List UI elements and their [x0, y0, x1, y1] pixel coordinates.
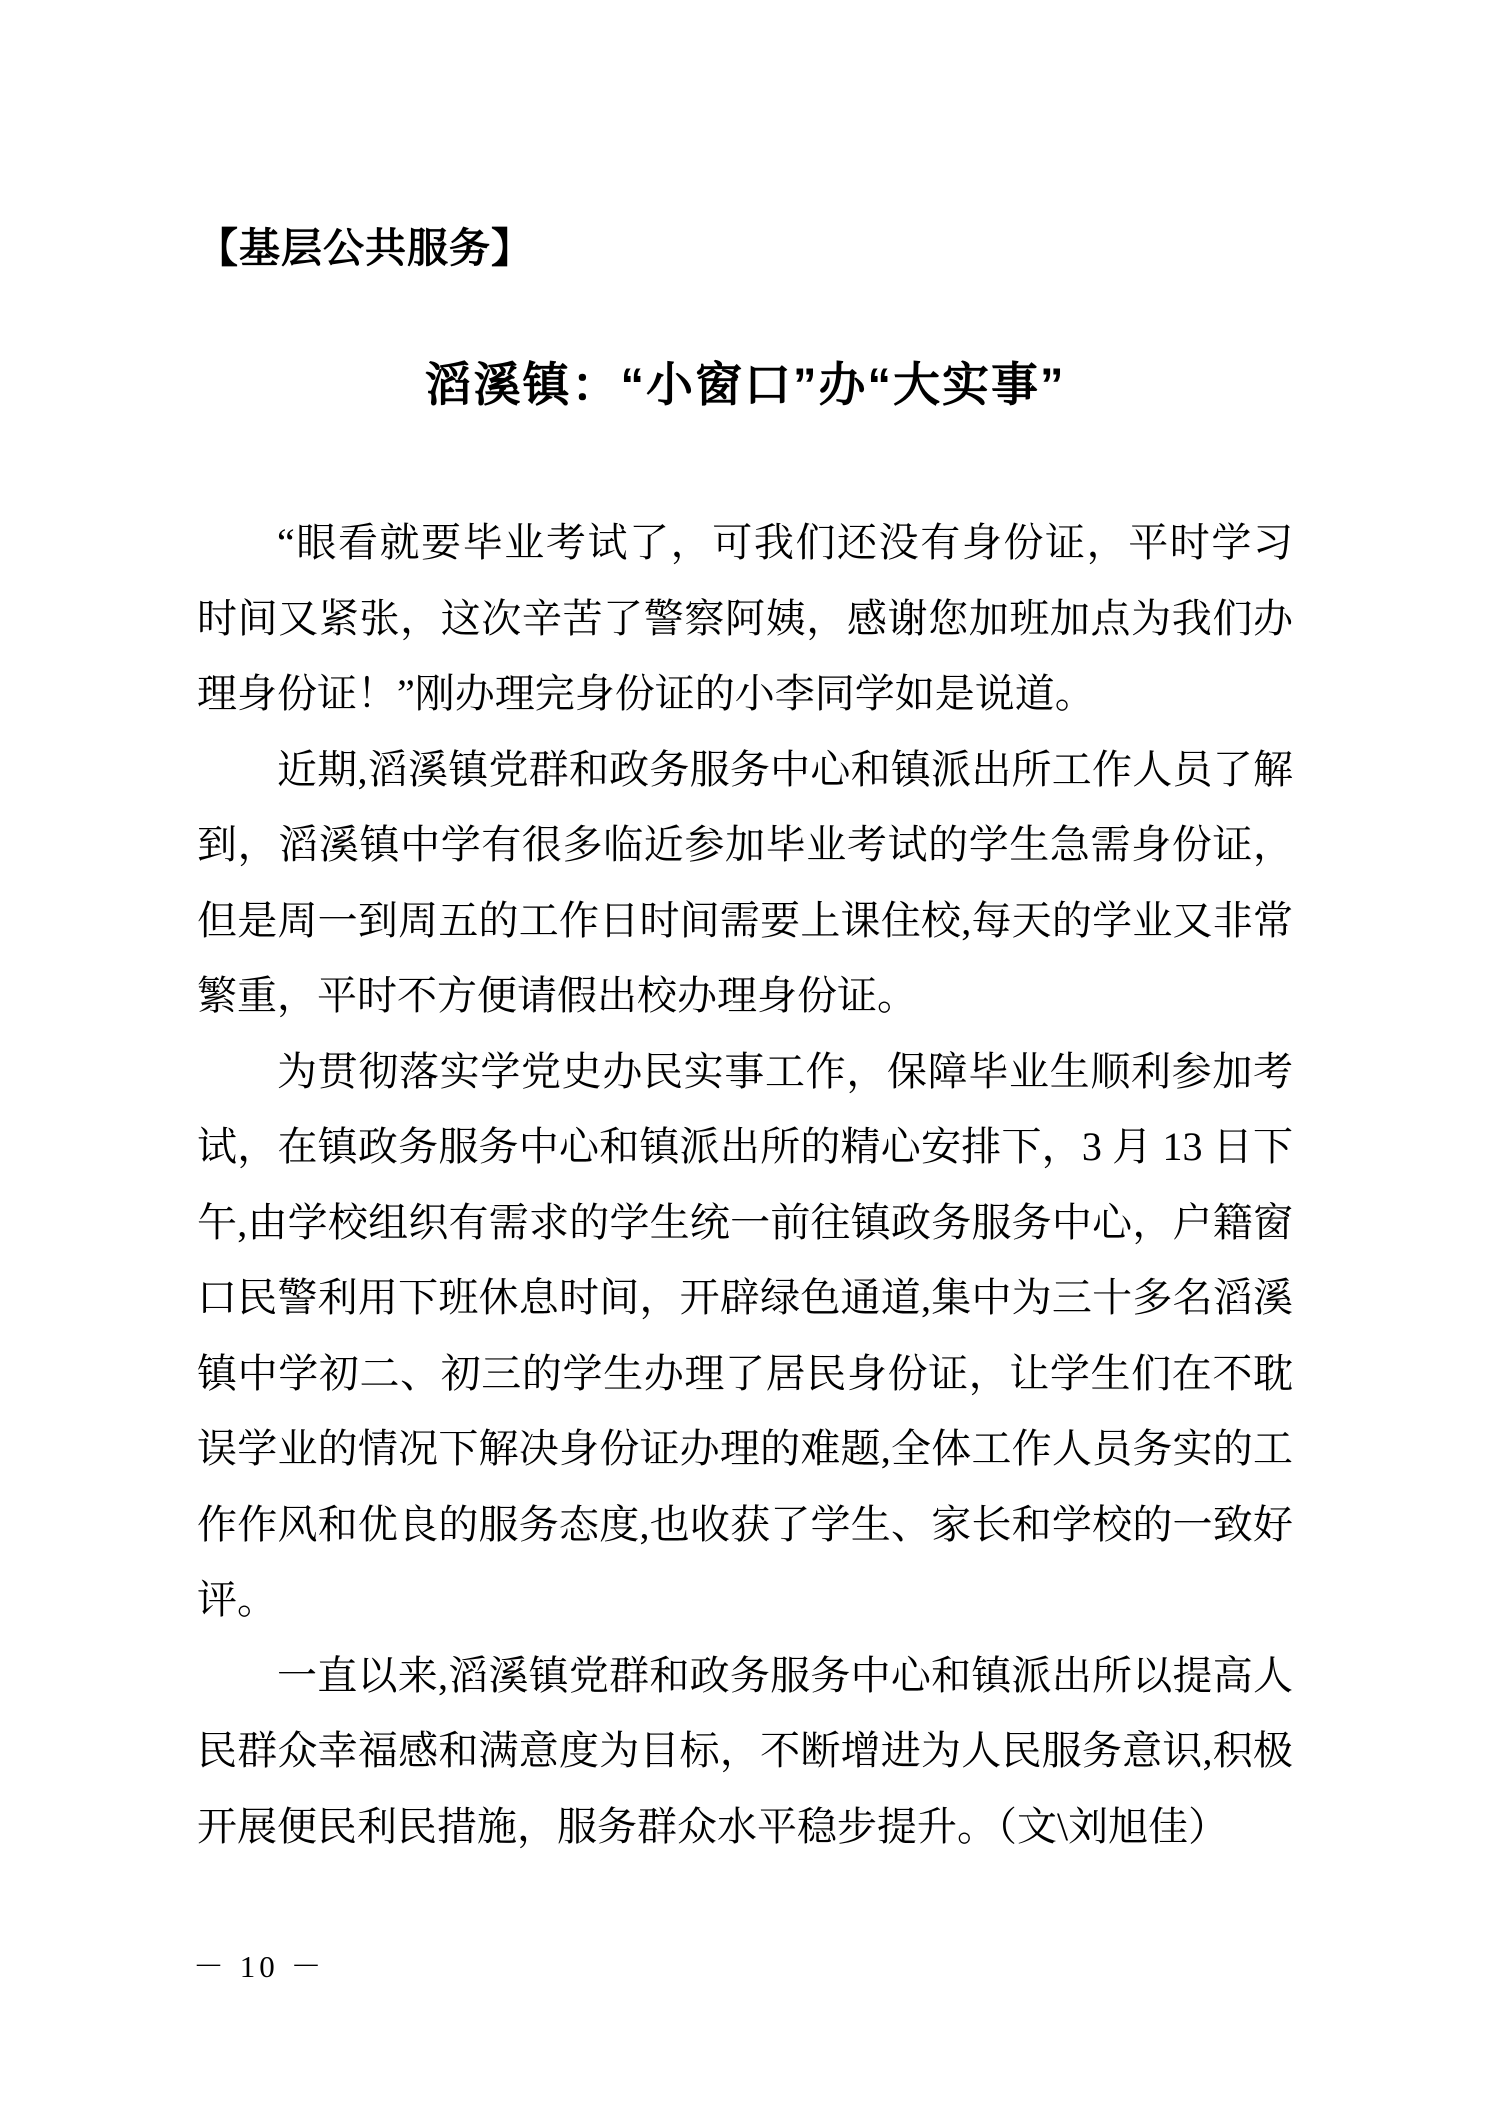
page-number: － 10 －	[193, 1949, 326, 1984]
article-body	[197, 505, 1293, 1864]
section-header: 【基层公共服务】	[197, 225, 533, 271]
paragraph-2: 近期,滔溪镇党群和政务服务中心和镇派出所工作人员了解到，滔溪镇中学有很多临近参加毕业考试的学生急需身份证，但是周一到周五的工作日时间需要上课住校,每天的学业又非常繁重，平时不方便请假出校办理身份证。	[197, 746, 1293, 1018]
article-title: 滔溪镇：“小窗口”办“大实事”	[424, 358, 1066, 411]
paragraph-1: “眼看就要毕业考试了，可我们还没有身份证，平时学习时间又紧张，这次辛苦了警察阿姨，感谢您加班加点为我们办理身份证！”刚办理完身份证的小李同学如是说道。	[197, 520, 1293, 716]
paragraph-4: 一直以来,滔溪镇党群和政务服务中心和镇派出所以提高人民群众幸福感和满意度为目标，不断增进为人民服务意识,积极开展便民利民措施，服务群众水平稳步提升。（文\刘旭佳）	[197, 1652, 1293, 1849]
paragraph-3: 为贯彻落实学党史办民实事工作，保障毕业生顺利参加考试，在镇政务服务中心和镇派出所的精心安排下，3 月 13 日下午,由学校组织有需求的学生统一前往镇政务服务中心，户籍窗口民警利用下班休息时间，开辟绿色通道,集中为三十多名滔溪镇中学初二、初三的学生办理了居民身份证，让学生们在不耽误学业的情况下解决身份证办理的难题,全体工作人员务实的工作作风和优良的服务态度,也收获了学生、家长和学校的一致好评。	[197, 1048, 1293, 1622]
